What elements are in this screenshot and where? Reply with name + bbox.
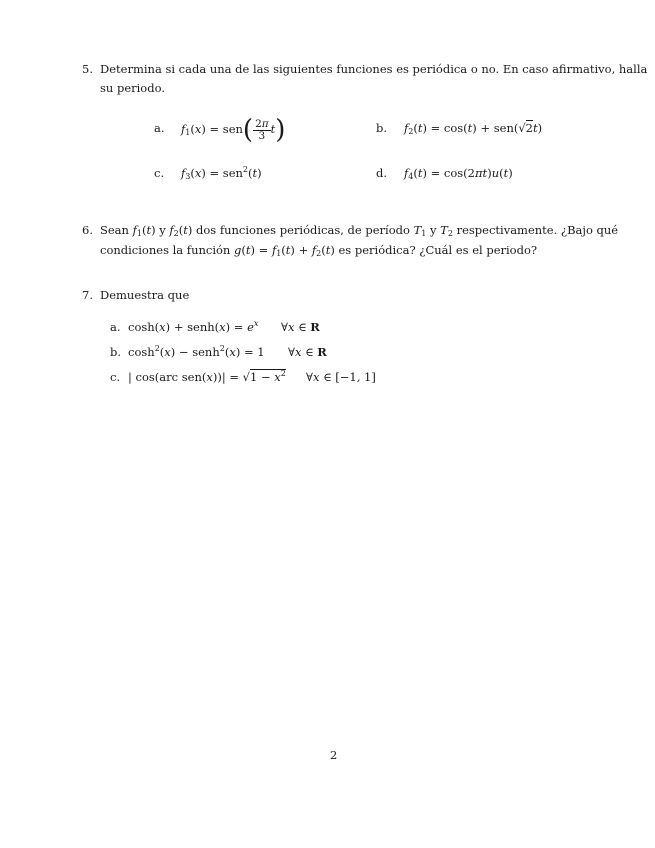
problem-7-item-a-label: a.: [110, 320, 121, 334]
problem-7-item-c-expr: | cos(arc $sen(x))| = √1 - x^2$: [128, 369, 286, 384]
problem-5-line-2: su periodo.: [100, 81, 165, 95]
problem-5-item-c-expr: $f_3(x) = sen^2(t)$: [181, 165, 262, 181]
problem-7-item-c-cond: ∀x ∈ [−1, 1]: [306, 370, 376, 384]
problem-5-item-b-expr: $f_2(t) = \cos(t) + sen(√2t)$: [404, 121, 543, 136]
problem-7-number: 7.: [82, 288, 93, 302]
problem-6-line-1: Sean $f_1(t)$ y $f_2(t)$ dos funciones periódicas, de período $T_1$ y $T_2$ respectivamente. ¿Bajo qué: [100, 223, 619, 238]
problem-7-item-b-expr: $\cosh^2(x)$ − senh$^2$(x) = 1: [128, 344, 265, 359]
problem-6-number: 6.: [82, 223, 93, 237]
page-number: 2: [330, 748, 338, 762]
problem-5-item-b-label: b.: [376, 121, 388, 135]
problem-5-item-d-label: d.: [376, 166, 388, 180]
problem-7-intro: Demuestra que: [100, 288, 190, 302]
problem-5-item-d-expr: $f_4(t) = \cos(2\pi t)u(t)$: [404, 166, 513, 181]
problem-7-item-b-cond: ∀x ∈ R: [288, 345, 327, 359]
problem-5-item-c-label: c.: [154, 166, 165, 180]
problem-6-line-2: condiciones la función $g(t) = f_1(t) + f_2(t)$ es periódica? ¿Cuál es el periodo?: [100, 243, 538, 258]
problem-7-item-a-cond: ∀x ∈ R: [281, 320, 320, 334]
problem-5-line-1: Determina si cada una de las siguientes funciones es periódica o no. En caso afirmativo, halla: [100, 62, 648, 76]
problem-7-item-a-expr: cosh(x) + senh(x) = $e^x$: [128, 319, 259, 334]
problem-7-item-b-label: b.: [110, 345, 122, 359]
problem-7-item-c-label: c.: [110, 370, 121, 384]
problem-5-item-a-expr: $f_1(x) = sen$( $\frac{2\pi}{3}$ t): [181, 115, 286, 145]
problem-5-number: 5.: [82, 62, 93, 76]
problem-5-item-a-label: a.: [154, 121, 165, 135]
